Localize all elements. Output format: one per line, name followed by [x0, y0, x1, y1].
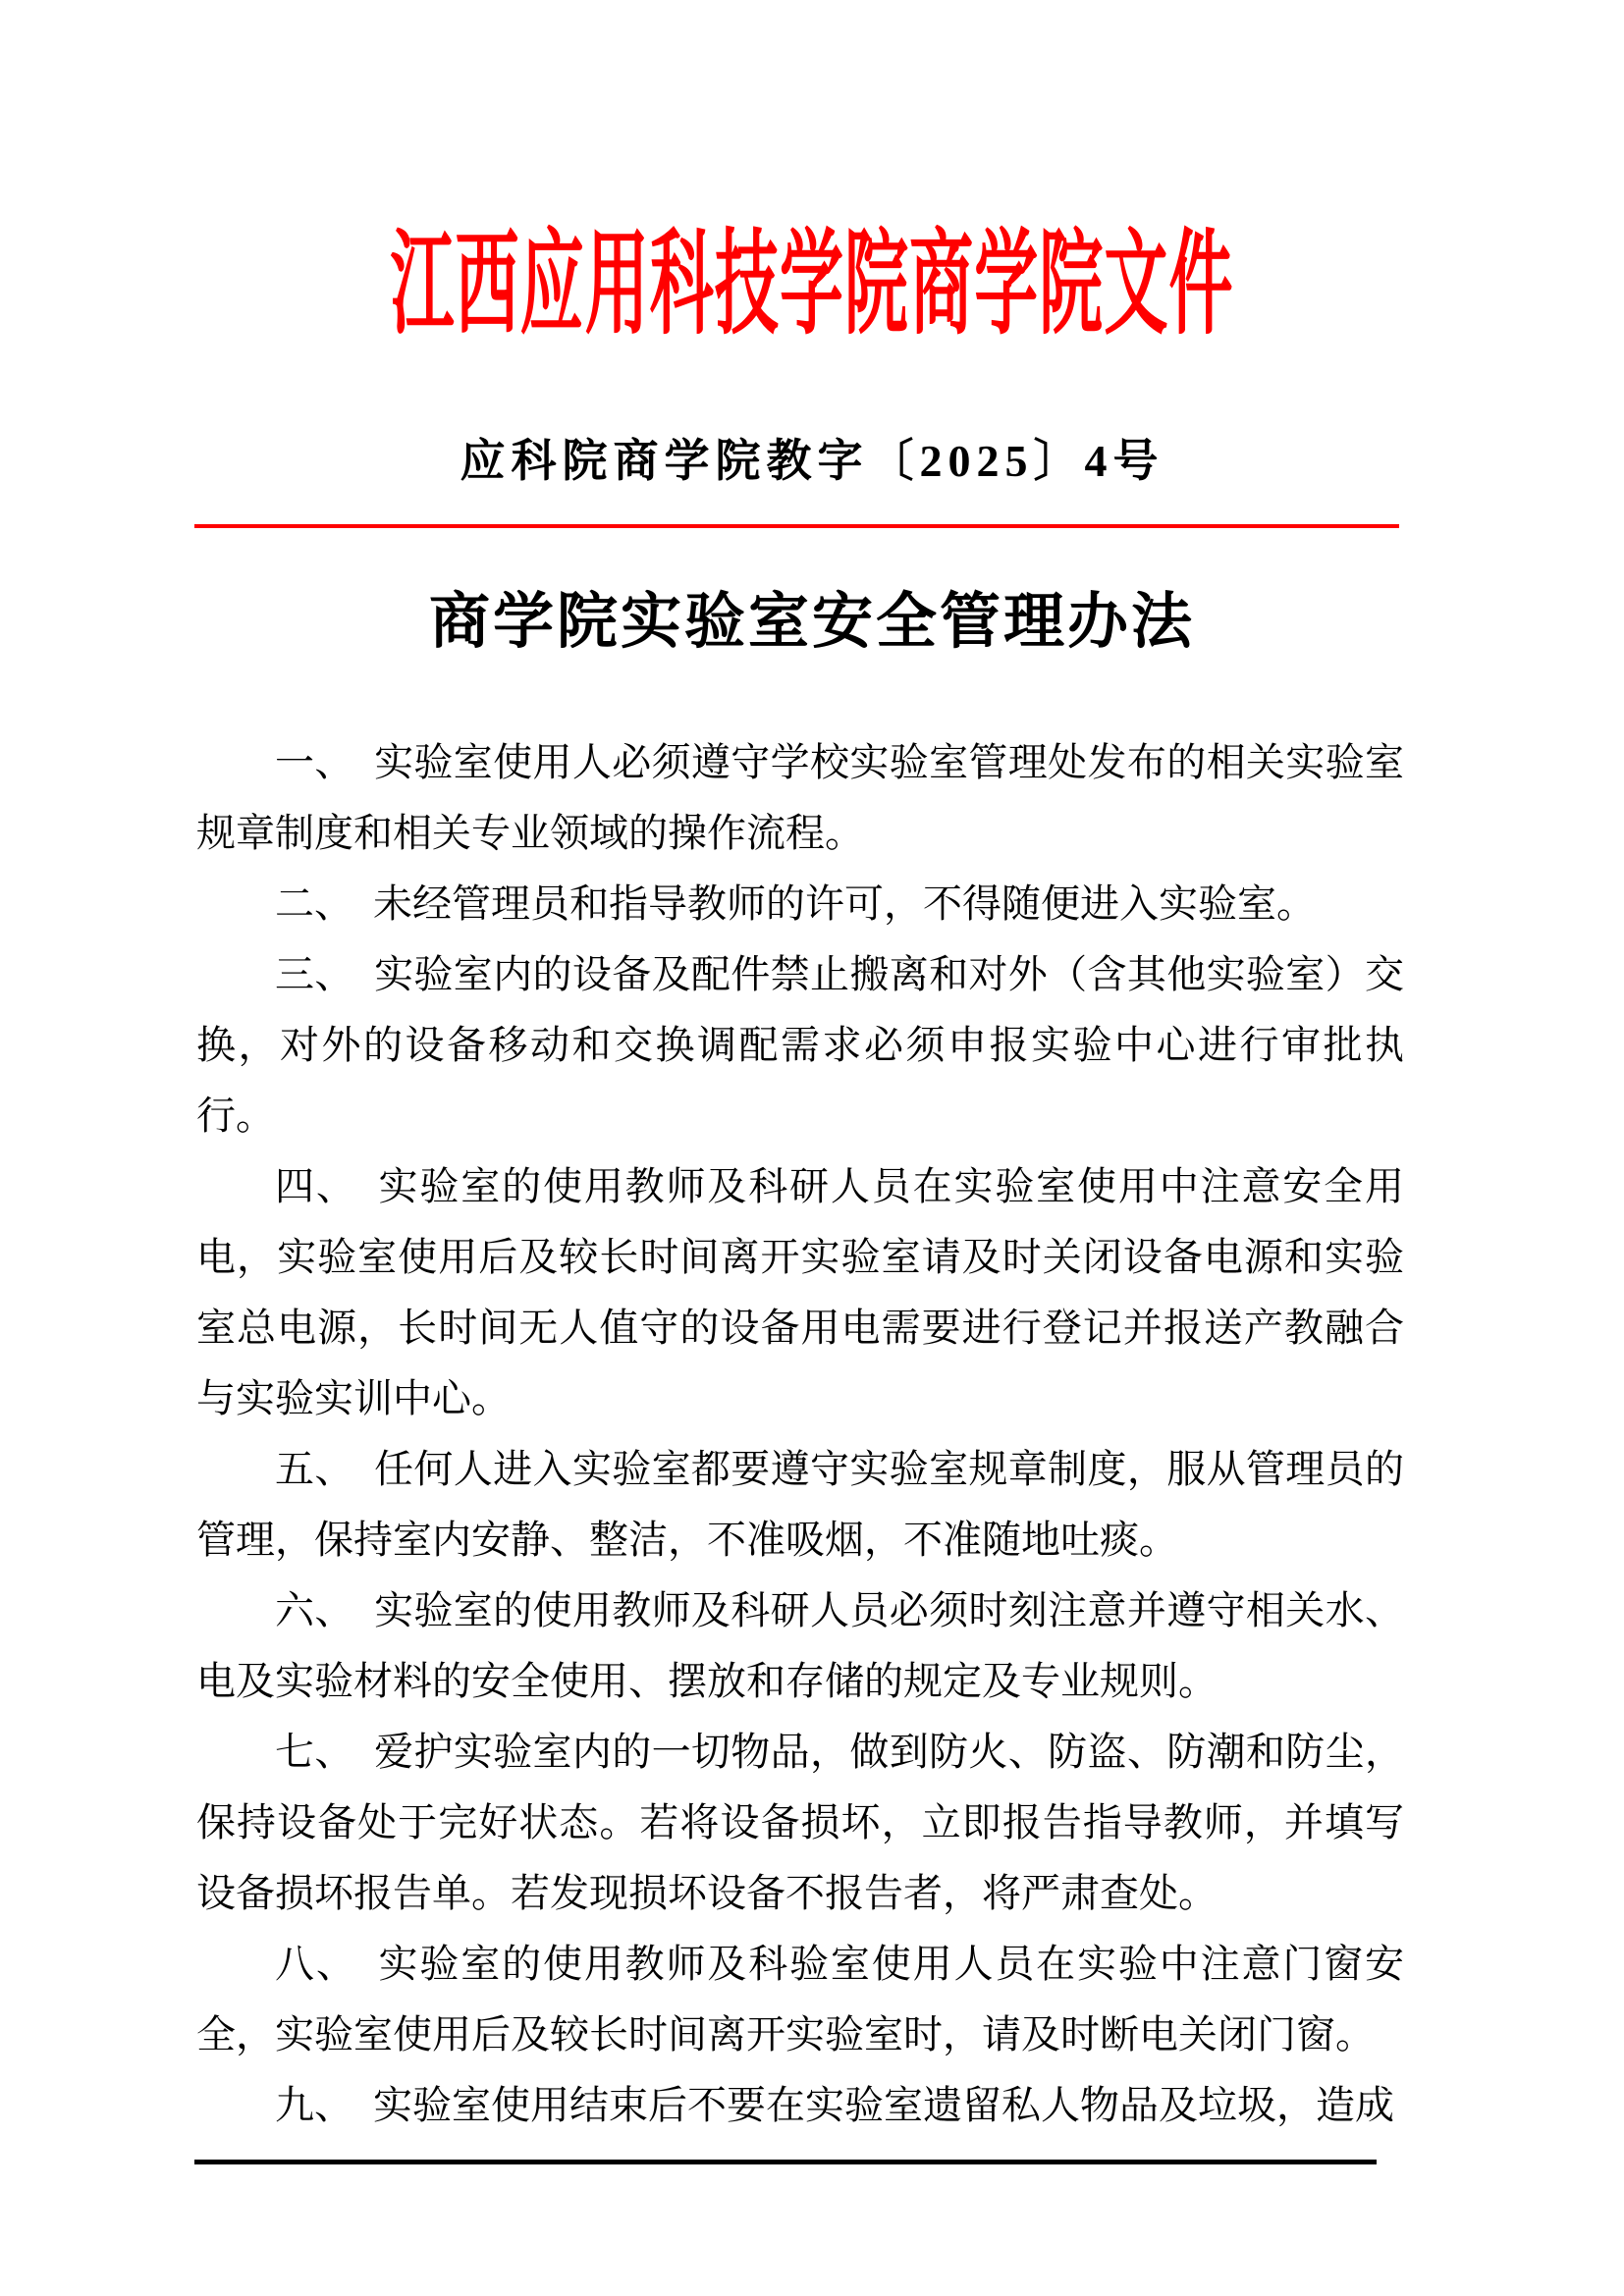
document-number: 应科院商学院教字〔2025〕4号	[460, 436, 1164, 486]
body-paragraph-8: 八、 实验室的使用教师及科验室使用人员在实验中注意门窗安全，实验室使用后及较长时间离开实验室时，请及时断电关闭门窗。	[196, 1942, 1404, 2056]
document-title: 商学院实验室安全管理办法	[428, 589, 1195, 656]
body-paragraph-6: 六、 实验室的使用教师及科研人员必须时刻注意并遵守相关水、电及实验材料的安全使用、摆放和存储的规定及专业规则。	[196, 1588, 1404, 1703]
body-paragraph-5: 五、 任何人进入实验室都要遵守实验室规章制度，服从管理员的管理，保持室内安静、整洁，不准吸烟，不准随地吐痰。	[196, 1447, 1404, 1562]
body-paragraph-1: 一、 实验室使用人必须遵守学校实验室管理处发布的相关实验室规章制度和相关专业领域的操作流程。	[196, 740, 1404, 855]
body-paragraph-3: 三、 实验室内的设备及配件禁止搬离和对外（含其他实验室）交换，对外的设备移动和交换调配需求必须申报实验中心进行审批执行。	[196, 952, 1404, 1138]
letterhead	[0, 221, 1624, 351]
red-divider-line	[194, 524, 1399, 528]
body-paragraph-9: 九、 实验室使用结束后不要在实验室遗留私人物品及垃圾，造成	[275, 2083, 1394, 2127]
body-paragraph-2: 二、 未经管理员和指导教师的许可，不得随便进入实验室。	[275, 881, 1316, 926]
document-body	[196, 727, 1404, 2141]
footer-divider-line	[194, 2160, 1377, 2164]
letterhead-title: 江西应用科技学院商学院文件	[390, 223, 1234, 348]
body-paragraph-4: 四、 实验室的使用教师及科研人员在实验室使用中注意安全用电，实验室使用后及较长时间离开实验室请及时关闭设备电源和实验室总电源，长时间无人值守的设备用电需要进行登记并报送产教融合与实验实训中心。	[196, 1164, 1404, 1420]
body-paragraph-7: 七、 爱护实验室内的一切物品，做到防火、防盗、防潮和防尘，保持设备处于完好状态。若将设备损坏，立即报告指导教师，并填写设备损坏报告单。若发现损坏设备不报告者，将严肃查处。	[196, 1730, 1404, 1915]
